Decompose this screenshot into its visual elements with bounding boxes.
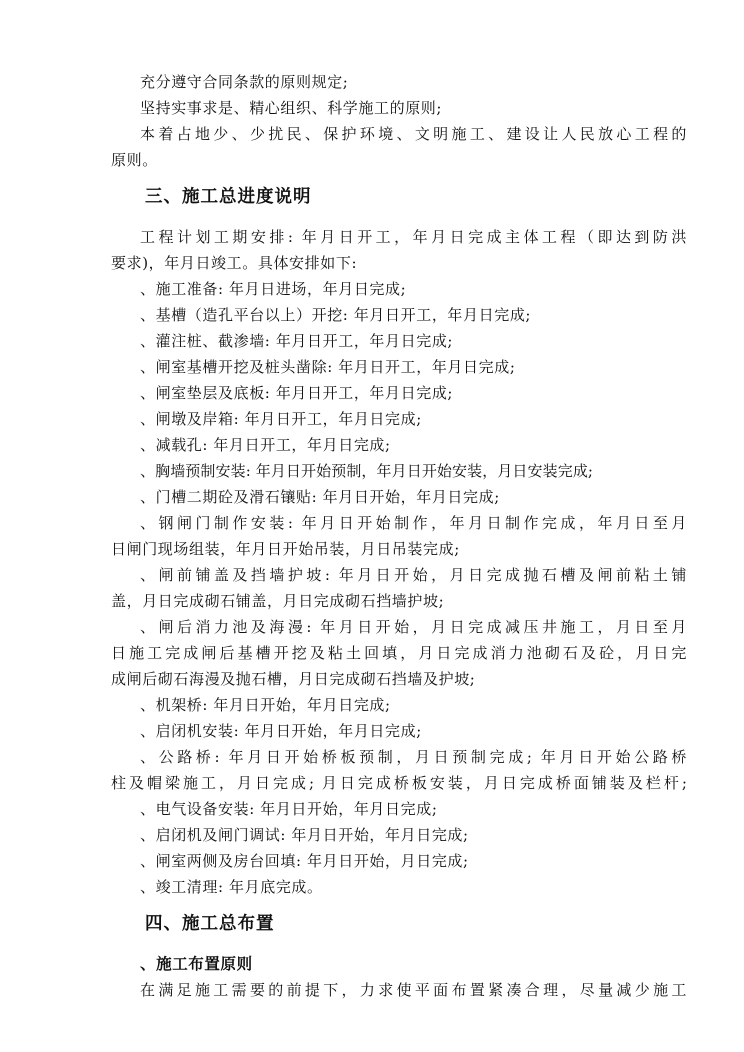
list-item: 、机架桥: 年月日开始，年月日完成; [140, 696, 391, 714]
list-item-continuation: 日施工完成闸后基槽开挖及粘土回填，月日完成消力池砌石及砼，月日完 [111, 644, 687, 662]
list-item: 、电气设备安装: 年月日开始，年月日完成; [140, 800, 438, 818]
list-item: 、施工准备: 年月日进场，年月日完成; [140, 280, 407, 298]
paragraph-line: 要求)，年月日竣工。具体安排如下: [111, 254, 358, 272]
list-item: 、闸室垫层及底板: 年月日开工，年月日完成; [140, 384, 454, 402]
subsection-heading: 、施工布置原则 [140, 955, 253, 973]
list-item: 、钢闸门制作安装: 年月日开始制作，年月日制作完成，年月日至月 [140, 514, 687, 532]
list-item-continuation: 柱及帽梁施工，月日完成; 月日完成桥板安装，月日完成桥面铺装及栏杆; [111, 774, 687, 792]
list-item: 、胸墙预制安装: 年月日开始预制，年月日开始安装，月日安装完成; [140, 462, 594, 480]
paragraph-line: 在满足施工需要的前提下，力求使平面布置紧凑合理，尽量减少施工 [140, 981, 687, 999]
list-item: 、减载孔: 年月日开工，年月日完成; [140, 436, 391, 454]
list-item: 、基槽（造孔平台以上）开挖: 年月日开工，年月日完成; [140, 306, 532, 324]
list-item: 、公路桥: 年月日开始桥板预制，月日预制完成; 年月日开始公路桥 [140, 748, 687, 766]
list-item: 、启闭机安装: 年月日开始，年月日完成; [140, 722, 422, 740]
list-item: 、灌注桩、截渗墙: 年月日开工，年月日完成; [140, 332, 454, 350]
list-item-continuation: 日闸门现场组装，年月日开始吊装，月日吊装完成; [111, 540, 460, 558]
paragraph-line: 坚持实事求是、精心组织、科学施工的原则; [140, 99, 443, 117]
list-item: 、启闭机及闸门调试: 年月日开始，年月日完成; [140, 826, 469, 844]
list-item-continuation: 盖，月日完成砌石铺盖，月日完成砌石挡墙护坡; [111, 592, 445, 610]
list-item: 、竣工清理: 年月底完成。 [140, 878, 323, 896]
list-item-continuation: 成闸后砌石海漫及抛石槽，月日完成砌石挡墙及护坡; [111, 670, 476, 688]
paragraph-line: 原则。 [111, 151, 158, 169]
section-heading: 三、施工总进度说明 [145, 187, 312, 207]
section-heading: 四、施工总布置 [145, 914, 275, 934]
paragraph-line: 本着占地少、少扰民、保护环境、文明施工、建设让人民放心工程的 [140, 125, 687, 143]
list-item: 、门槽二期砼及滑石镶贴: 年月日开始，年月日完成; [140, 488, 500, 506]
list-item: 、闸后消力池及海漫: 年月日开始，月日完成减压井施工，月日至月 [140, 618, 687, 636]
list-item: 、闸室基槽开挖及桩头凿除: 年月日开工，年月日完成; [140, 358, 516, 376]
list-item: 、闸墩及岸箱: 年月日开工，年月日完成; [140, 410, 422, 428]
list-item: 、闸前铺盖及挡墙护坡: 年月日开始，月日完成抛石槽及闸前粘土铺 [140, 566, 687, 584]
paragraph-line: 充分遵守合同条款的原则规定; [140, 73, 349, 91]
paragraph-line: 工程计划工期安排: 年月日开工，年月日完成主体工程（即达到防洪 [140, 228, 687, 246]
list-item: 、闸室两侧及房台回填: 年月日开始，月日完成; [140, 852, 469, 870]
